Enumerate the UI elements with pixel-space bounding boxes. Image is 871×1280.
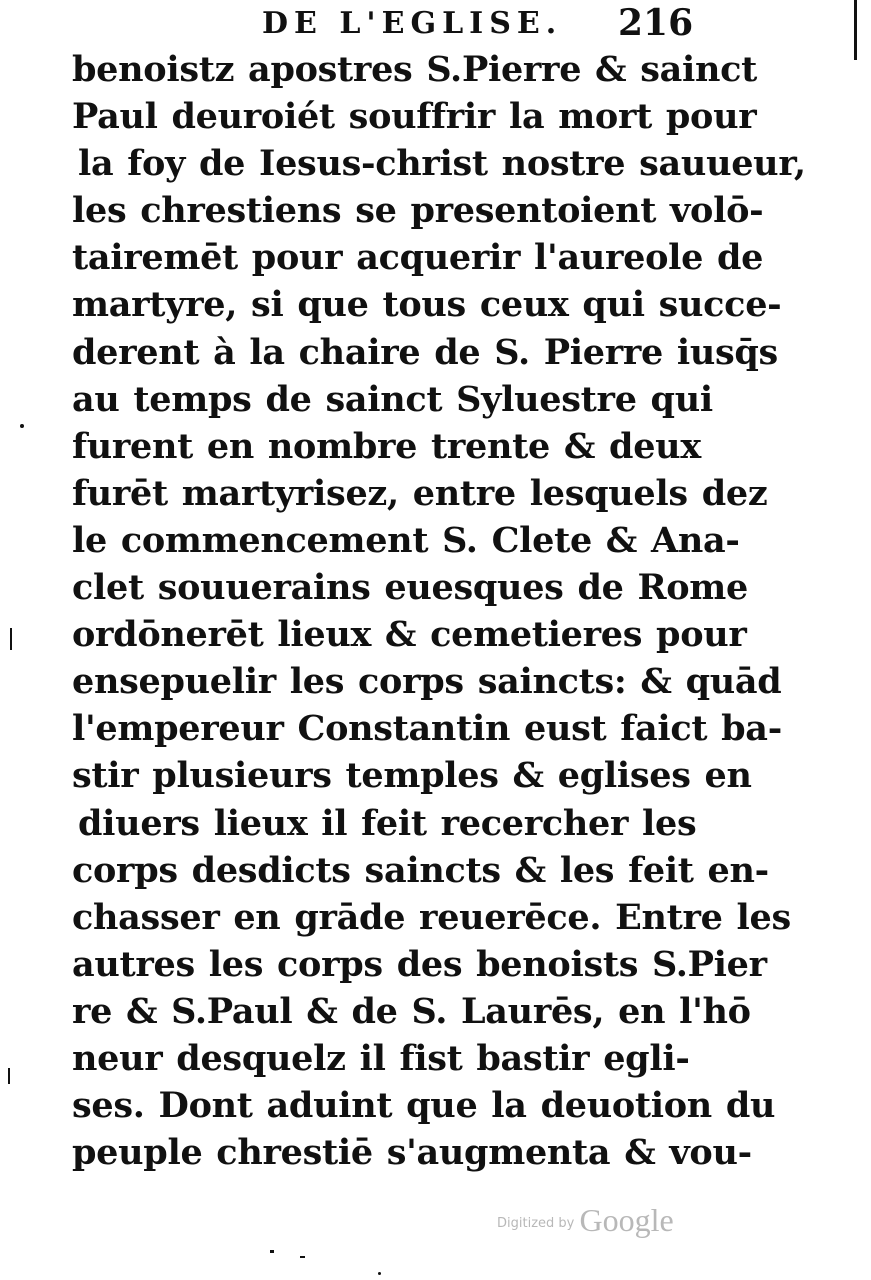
google-logo: Google bbox=[579, 1202, 674, 1238]
text-line: neur desquelz il fist bastir egli- bbox=[72, 1037, 690, 1079]
text-line: furent en nombre trente & deux bbox=[72, 425, 701, 467]
scan-speck bbox=[300, 1256, 305, 1258]
watermark-prefix: Digitized by bbox=[497, 1216, 575, 1231]
text-line: corps desdicts saincts & les feit en- bbox=[72, 849, 769, 891]
text-line: clet souuerains euesques de Rome bbox=[72, 567, 749, 609]
text-line: ensepuelir les corps saincts: & quād bbox=[72, 661, 782, 703]
scan-speck bbox=[8, 1068, 10, 1084]
text-line: stir plusieurs temples & eglises en bbox=[72, 755, 752, 797]
scan-speck bbox=[20, 424, 24, 428]
text-line: Paul deuroiét souffrir la mort pour bbox=[72, 96, 757, 138]
text-line: autres les corps des benoists S.Pier bbox=[72, 943, 767, 985]
text-line: martyre, si que tous ceux qui succe- bbox=[72, 284, 782, 326]
text-line: benoistz apostres S.Pierre & sainct bbox=[72, 49, 758, 90]
text-line: peuple chrestiē s'augmenta & vou- bbox=[72, 1132, 752, 1174]
text-line: ses. Dont aduint que la deuotion du bbox=[72, 1085, 776, 1127]
text-line: re & S.Paul & de S. Laurēs, en l'hō bbox=[72, 990, 751, 1032]
text-line: l'empereur Constantin eust faict ba- bbox=[72, 708, 782, 750]
running-head: DE L'EGLISE. bbox=[262, 6, 563, 41]
scan-speck bbox=[270, 1250, 274, 1253]
text-line: diuers lieux il feit recercher les bbox=[78, 802, 697, 844]
text-line: ordōnerēt lieux & cemetieres pour bbox=[72, 614, 747, 656]
text-line: le commencement S. Clete & Ana- bbox=[72, 519, 740, 561]
google-watermark bbox=[497, 1202, 674, 1239]
scan-speck bbox=[10, 628, 12, 650]
page-number: 216 bbox=[618, 2, 694, 44]
text-line: chasser en grāde reuerēce. Entre les bbox=[72, 896, 791, 938]
text-line: la foy de Iesus-christ nostre sauueur, bbox=[78, 143, 806, 185]
text-line: furēt martyrisez, entre lesquels dez bbox=[72, 472, 768, 514]
text-line: derent à la chaire de S. Pierre iusq̄s bbox=[72, 331, 778, 373]
scan-speck bbox=[378, 1272, 381, 1275]
text-line: tairemēt pour acquerir l'aureole de bbox=[72, 237, 764, 279]
text-line: au temps de sainct Syluestre qui bbox=[72, 378, 713, 420]
text-line: les chrestiens se presentoient volō- bbox=[72, 190, 764, 232]
body-text bbox=[72, 46, 806, 1176]
scan-speck bbox=[854, 0, 857, 60]
